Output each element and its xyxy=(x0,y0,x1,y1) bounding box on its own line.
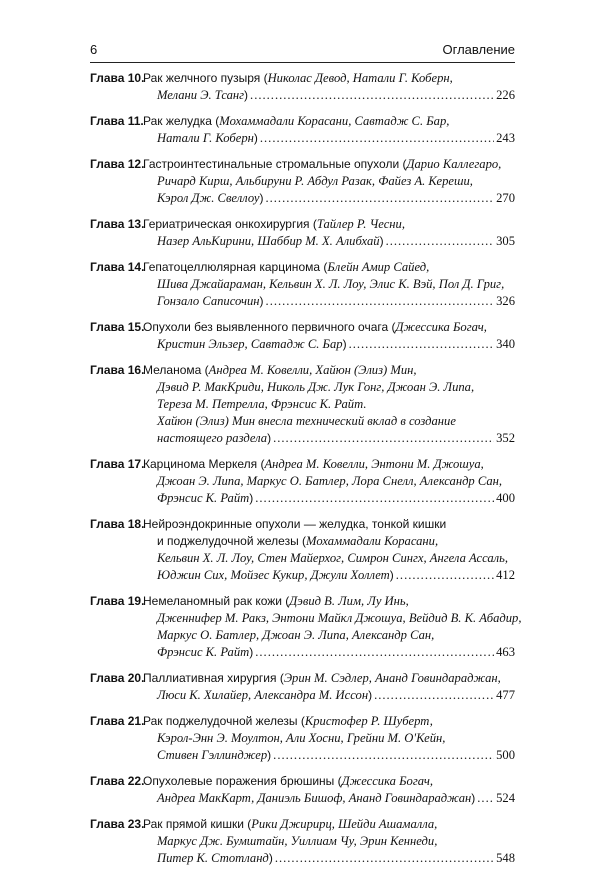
chapter-text xyxy=(143,216,515,250)
closing-paren: ) xyxy=(342,337,347,351)
chapter-text xyxy=(143,670,515,704)
toc-entry[interactable] xyxy=(90,70,515,104)
toc-entry[interactable] xyxy=(90,713,515,764)
dot-leader xyxy=(266,293,495,310)
page-header xyxy=(90,42,515,62)
chapter-label: Глава 23. xyxy=(90,817,145,831)
chapter-label: Глава 21. xyxy=(90,714,145,728)
entry-line-text xyxy=(157,293,264,310)
entry-line-text xyxy=(157,834,437,848)
chapter-title: Гепатоцеллюлярная карцинома ( xyxy=(143,260,328,274)
page-ref: 463 xyxy=(496,645,515,659)
closing-paren: ) xyxy=(268,851,273,865)
header-rule xyxy=(90,62,515,63)
chapter-label: Глава 22. xyxy=(90,774,145,788)
chapter-title: и поджелудочной железы ( xyxy=(157,534,307,548)
entry-line xyxy=(143,550,515,567)
dot-leader xyxy=(273,430,494,447)
entry-line xyxy=(143,790,515,807)
chapter-authors: Николас Девод, Натали Г. Коберн, xyxy=(267,71,453,85)
chapter-title: Карцинома Меркеля ( xyxy=(143,457,265,471)
entry-line-text xyxy=(157,567,394,584)
entry-line xyxy=(143,70,515,87)
toc-entry[interactable] xyxy=(90,773,515,807)
chapter-text xyxy=(143,516,515,584)
chapter-title: Рак прямой кишки ( xyxy=(143,817,252,831)
chapter-text xyxy=(143,259,515,310)
chapter-authors: Шива Джайараман, Кельвин Х. Л. Лоу, Элис К. Вэй, Пол Д. Григ, xyxy=(157,277,505,291)
entry-line-text xyxy=(143,817,437,831)
entry-line xyxy=(143,379,515,396)
closing-paren: ) xyxy=(253,131,258,145)
entry-line-text xyxy=(143,517,446,531)
chapter-label: Глава 11. xyxy=(90,114,144,128)
entry-line-text xyxy=(157,687,372,704)
entry-line xyxy=(143,773,515,790)
entry-line xyxy=(143,456,515,473)
chapter-title: Гастроинтестинальные стромальные опухоли ( xyxy=(143,157,407,171)
chapter-authors: Хайюн (Элиз) Мин внесла технический вклад в создание xyxy=(157,414,456,428)
page-ref: 412 xyxy=(496,568,515,582)
entry-line-text xyxy=(143,671,501,685)
dot-leader xyxy=(349,336,495,353)
closing-paren: ) xyxy=(267,431,272,445)
entry-line-text xyxy=(157,397,366,411)
closing-paren: ) xyxy=(259,294,264,308)
entry-line-text xyxy=(143,594,409,608)
entry-line xyxy=(143,473,515,490)
chapter-authors: Блейн Амир Сайед, xyxy=(327,260,430,274)
dot-leader xyxy=(255,490,494,507)
entry-line xyxy=(143,362,515,379)
dot-leader xyxy=(396,567,494,584)
entry-line-text xyxy=(157,628,434,642)
chapter-title: Рак поджелудочной железы ( xyxy=(143,714,305,728)
chapter-text xyxy=(143,113,515,147)
chapter-text xyxy=(143,319,515,353)
entry-line-text xyxy=(157,534,438,548)
entry-line xyxy=(143,687,515,704)
dot-leader xyxy=(265,190,494,207)
chapter-authors: Кэрол Дж. Свеллоу xyxy=(157,191,260,205)
chapter-authors: Андреа М. Ковелли, Энтони М. Джошуа, xyxy=(264,457,484,471)
entry-line-text xyxy=(157,277,504,291)
chapter-authors: Джессика Богач, xyxy=(341,774,434,788)
chapter-authors: Джессика Богач, xyxy=(395,320,487,334)
entry-line-text xyxy=(143,114,449,128)
entry-line xyxy=(143,593,515,610)
entry-line xyxy=(143,413,515,430)
chapter-authors: Маркус О. Батлер, Джоан Э. Липа, Александр Сан, xyxy=(157,628,435,642)
toc-entry[interactable] xyxy=(90,362,515,447)
chapter-authors: Рики Джирирц, Шейди Ашамалла, xyxy=(251,817,438,831)
entry-line xyxy=(143,533,515,550)
chapter-authors: Андреа МакКарт, Даниэль Бишоф, Ананд Говиндараджан xyxy=(157,791,472,805)
chapter-authors: Стивен Гэллинджер xyxy=(157,748,268,762)
entry-line-text xyxy=(157,850,273,867)
chapter-authors: Назер АльКирини, Шаббир М. Х. Алибхай xyxy=(157,234,380,248)
chapter-label: Глава 13. xyxy=(90,217,145,231)
entry-line xyxy=(143,216,515,233)
closing-paren: ) xyxy=(249,491,254,505)
entry-line xyxy=(143,610,522,627)
chapter-authors: Мохаммадали Корасани, xyxy=(306,534,439,548)
entry-line xyxy=(143,644,515,661)
page-ref: 340 xyxy=(496,337,515,351)
entry-line xyxy=(143,490,515,507)
running-title: Оглавление xyxy=(442,42,515,57)
chapter-title: Нейроэндокринные опухоли — желудка, тонкой кишки xyxy=(143,517,447,531)
chapter-authors: Кристин Эльзер, Савтадж С. Бар xyxy=(157,337,343,351)
entry-line-text xyxy=(157,336,347,353)
chapter-text xyxy=(143,773,515,807)
closing-paren: ) xyxy=(389,568,394,582)
entry-line-text xyxy=(157,190,263,207)
entry-line-text xyxy=(157,130,258,147)
entry-line xyxy=(143,850,515,867)
chapter-label: Глава 17. xyxy=(90,457,145,471)
dot-leader xyxy=(260,130,494,147)
page-ref: 400 xyxy=(496,491,515,505)
toc-entry[interactable] xyxy=(90,259,515,310)
closing-paren: ) xyxy=(244,88,249,102)
page-ref: 477 xyxy=(496,688,515,702)
page-ref: 305 xyxy=(496,234,515,248)
toc-entry[interactable] xyxy=(90,516,515,584)
entry-line-text xyxy=(157,551,508,565)
entry-line xyxy=(143,173,515,190)
chapter-title: Меланома ( xyxy=(143,363,209,377)
chapter-authors: Дарио Каллегаро, xyxy=(406,157,502,171)
chapter-label: Глава 20. xyxy=(90,671,145,685)
chapter-authors: Дэвид Р. МакКриди, Николь Дж. Лук Гонг, Джоан Э. Липа, xyxy=(157,380,475,394)
entry-line-text xyxy=(143,457,484,471)
entry-line-text xyxy=(157,611,521,625)
entry-line xyxy=(143,113,515,130)
entry-line xyxy=(143,430,515,447)
chapter-authors: Маркус Дж. Бумштайн, Уиллиам Чу, Эрин Кеннеди, xyxy=(157,834,438,848)
chapter-authors: Фрэнсис К. Райт xyxy=(157,491,250,505)
chapter-authors: Юджин Сих, Мойзес Кукир, Джули Холлет xyxy=(157,568,390,582)
chapter-title: Немеланомный рак кожи ( xyxy=(143,594,290,608)
toc-entry[interactable] xyxy=(90,593,522,661)
chapter-authors: Люси К. Хилайер, Александра М. Иссон xyxy=(157,688,369,702)
entry-line-text xyxy=(143,714,433,728)
page-number: 6 xyxy=(90,42,98,57)
entry-line xyxy=(143,816,515,833)
entry-line-text xyxy=(157,380,474,394)
chapter-title: Гериатрическая онкохирургия ( xyxy=(143,217,317,231)
toc-entry[interactable] xyxy=(90,319,515,353)
chapter-authors: Дэвид В. Лим, Лу Инь, xyxy=(289,594,409,608)
toc-entry[interactable] xyxy=(90,113,515,147)
chapter-authors: Тереза М. Петрелла, Фрэнсис К. Райт. xyxy=(157,397,367,411)
chapter-label: Глава 16. xyxy=(90,363,145,377)
chapter-text xyxy=(143,816,515,867)
chapter-authors: Мелани Э. Тсанг xyxy=(157,88,245,102)
chapter-text xyxy=(143,593,522,661)
chapter-authors: Джоан Э. Липа, Маркус О. Батлер, Лора Снелл, Александр Сан, xyxy=(157,474,503,488)
entry-line-text xyxy=(157,790,475,807)
dot-leader xyxy=(255,644,494,661)
entry-line-text xyxy=(157,87,248,104)
entry-line-text xyxy=(143,217,405,231)
closing-paren: ) xyxy=(368,688,373,702)
table-of-contents xyxy=(90,70,522,876)
page-ref: 226 xyxy=(496,88,515,102)
chapter-title: Опухолевые поражения брюшины ( xyxy=(143,774,342,788)
entry-line xyxy=(143,319,515,336)
page-ref: 270 xyxy=(496,191,515,205)
entry-line-text xyxy=(157,474,502,488)
chapter-authors: Кельвин Х. Л. Лоу, Стен Майерхог, Симрон Сингх, Ангела Ассаль, xyxy=(157,551,509,565)
dot-leader xyxy=(275,850,494,867)
chapter-text xyxy=(143,456,515,507)
chapter-authors: Питер К. Стотланд xyxy=(157,851,269,865)
entry-line-text xyxy=(157,490,253,507)
entry-line-text xyxy=(143,363,417,377)
chapter-text xyxy=(143,70,515,104)
page-ref: 352 xyxy=(496,431,515,445)
chapter-authors: Андреа М. Ковелли, Хайюн (Элиз) Мин, xyxy=(208,363,417,377)
entry-line-text xyxy=(157,731,445,745)
closing-paren: ) xyxy=(471,791,476,805)
entry-line-text xyxy=(143,260,429,274)
entry-line xyxy=(143,336,515,353)
chapter-authors: Кристофер Р. Шуберт, xyxy=(304,714,433,728)
chapter-text xyxy=(143,156,515,207)
chapter-label: Глава 14. xyxy=(90,260,145,274)
chapter-title: Опухоли без выявленного первичного очага ( xyxy=(143,320,396,334)
entry-line xyxy=(143,276,515,293)
entry-line xyxy=(143,156,515,173)
entry-line xyxy=(143,516,515,533)
dot-leader xyxy=(386,233,495,250)
chapter-title: Паллиативная хирургия ( xyxy=(143,671,284,685)
entry-line-text xyxy=(143,320,487,334)
chapter-authors: Тайлер Р. Чесни, xyxy=(316,217,405,231)
closing-paren: ) xyxy=(267,748,272,762)
dot-leader xyxy=(250,87,494,104)
page-ref: 548 xyxy=(496,851,515,865)
entry-line xyxy=(143,567,515,584)
entry-line xyxy=(143,293,515,310)
page-ref: 500 xyxy=(496,748,515,762)
dot-leader xyxy=(374,687,494,704)
toc-entry[interactable] xyxy=(90,216,515,250)
entry-line xyxy=(143,396,515,413)
entry-line xyxy=(143,190,515,207)
toc-entry[interactable] xyxy=(90,816,515,867)
toc-entry[interactable] xyxy=(90,670,515,704)
entry-line-text xyxy=(143,71,453,85)
chapter-label: Глава 12. xyxy=(90,157,145,171)
entry-line-text xyxy=(157,644,253,661)
entry-line-text xyxy=(157,430,271,447)
closing-paren: ) xyxy=(379,234,384,248)
chapter-title: Рак желудка ( xyxy=(143,114,220,128)
chapter-authors: Натали Г. Коберн xyxy=(157,131,254,145)
toc-entry[interactable] xyxy=(90,456,515,507)
entry-line xyxy=(143,833,515,850)
entry-line xyxy=(143,233,515,250)
entry-line xyxy=(143,713,515,730)
entry-line xyxy=(143,730,515,747)
chapter-authors: Эрин М. Сэдлер, Ананд Говиндараджан, xyxy=(283,671,501,685)
chapter-authors: Ричард Кирш, Альбируни Р. Абдул Разак, Файез А. Кереши, xyxy=(157,174,473,188)
entry-line xyxy=(143,87,515,104)
chapter-label: Глава 10. xyxy=(90,71,145,85)
entry-line-text xyxy=(157,233,384,250)
entry-line xyxy=(143,130,515,147)
page-ref: 524 xyxy=(496,791,515,805)
chapter-text xyxy=(143,713,515,764)
chapter-authors: Гонзало Саписочин xyxy=(157,294,260,308)
chapter-authors: Дженнифер М. Ракз, Энтони Майкл Джошуа, Вейдид В. К. Абадир, xyxy=(157,611,522,625)
entry-line-text xyxy=(143,774,433,788)
closing-paren: ) xyxy=(249,645,254,659)
entry-line xyxy=(143,670,515,687)
closing-paren: ) xyxy=(259,191,264,205)
chapter-authors: настоящего раздела xyxy=(157,431,268,445)
chapter-label: Глава 19. xyxy=(90,594,145,608)
page-ref: 326 xyxy=(496,294,515,308)
entry-line xyxy=(143,627,515,644)
chapter-authors: Кэрол-Энн Э. Моултон, Али Хосни, Грейни М. О'Кейн, xyxy=(157,731,446,745)
entry-line-text xyxy=(143,157,501,171)
chapter-authors: Мохаммадали Корасани, Савтадж С. Бар, xyxy=(219,114,450,128)
chapter-label: Глава 15. xyxy=(90,320,145,334)
entry-line-text xyxy=(157,414,456,428)
entry-line-text xyxy=(157,174,473,188)
dot-leader xyxy=(477,790,494,807)
chapter-label: Глава 18. xyxy=(90,517,145,531)
entry-line xyxy=(143,259,515,276)
toc-entry[interactable] xyxy=(90,156,515,207)
chapter-text xyxy=(143,362,515,447)
page-ref: 243 xyxy=(496,131,515,145)
chapter-title: Рак желчного пузыря ( xyxy=(143,71,268,85)
chapter-authors: Фрэнсис К. Райт xyxy=(157,645,250,659)
